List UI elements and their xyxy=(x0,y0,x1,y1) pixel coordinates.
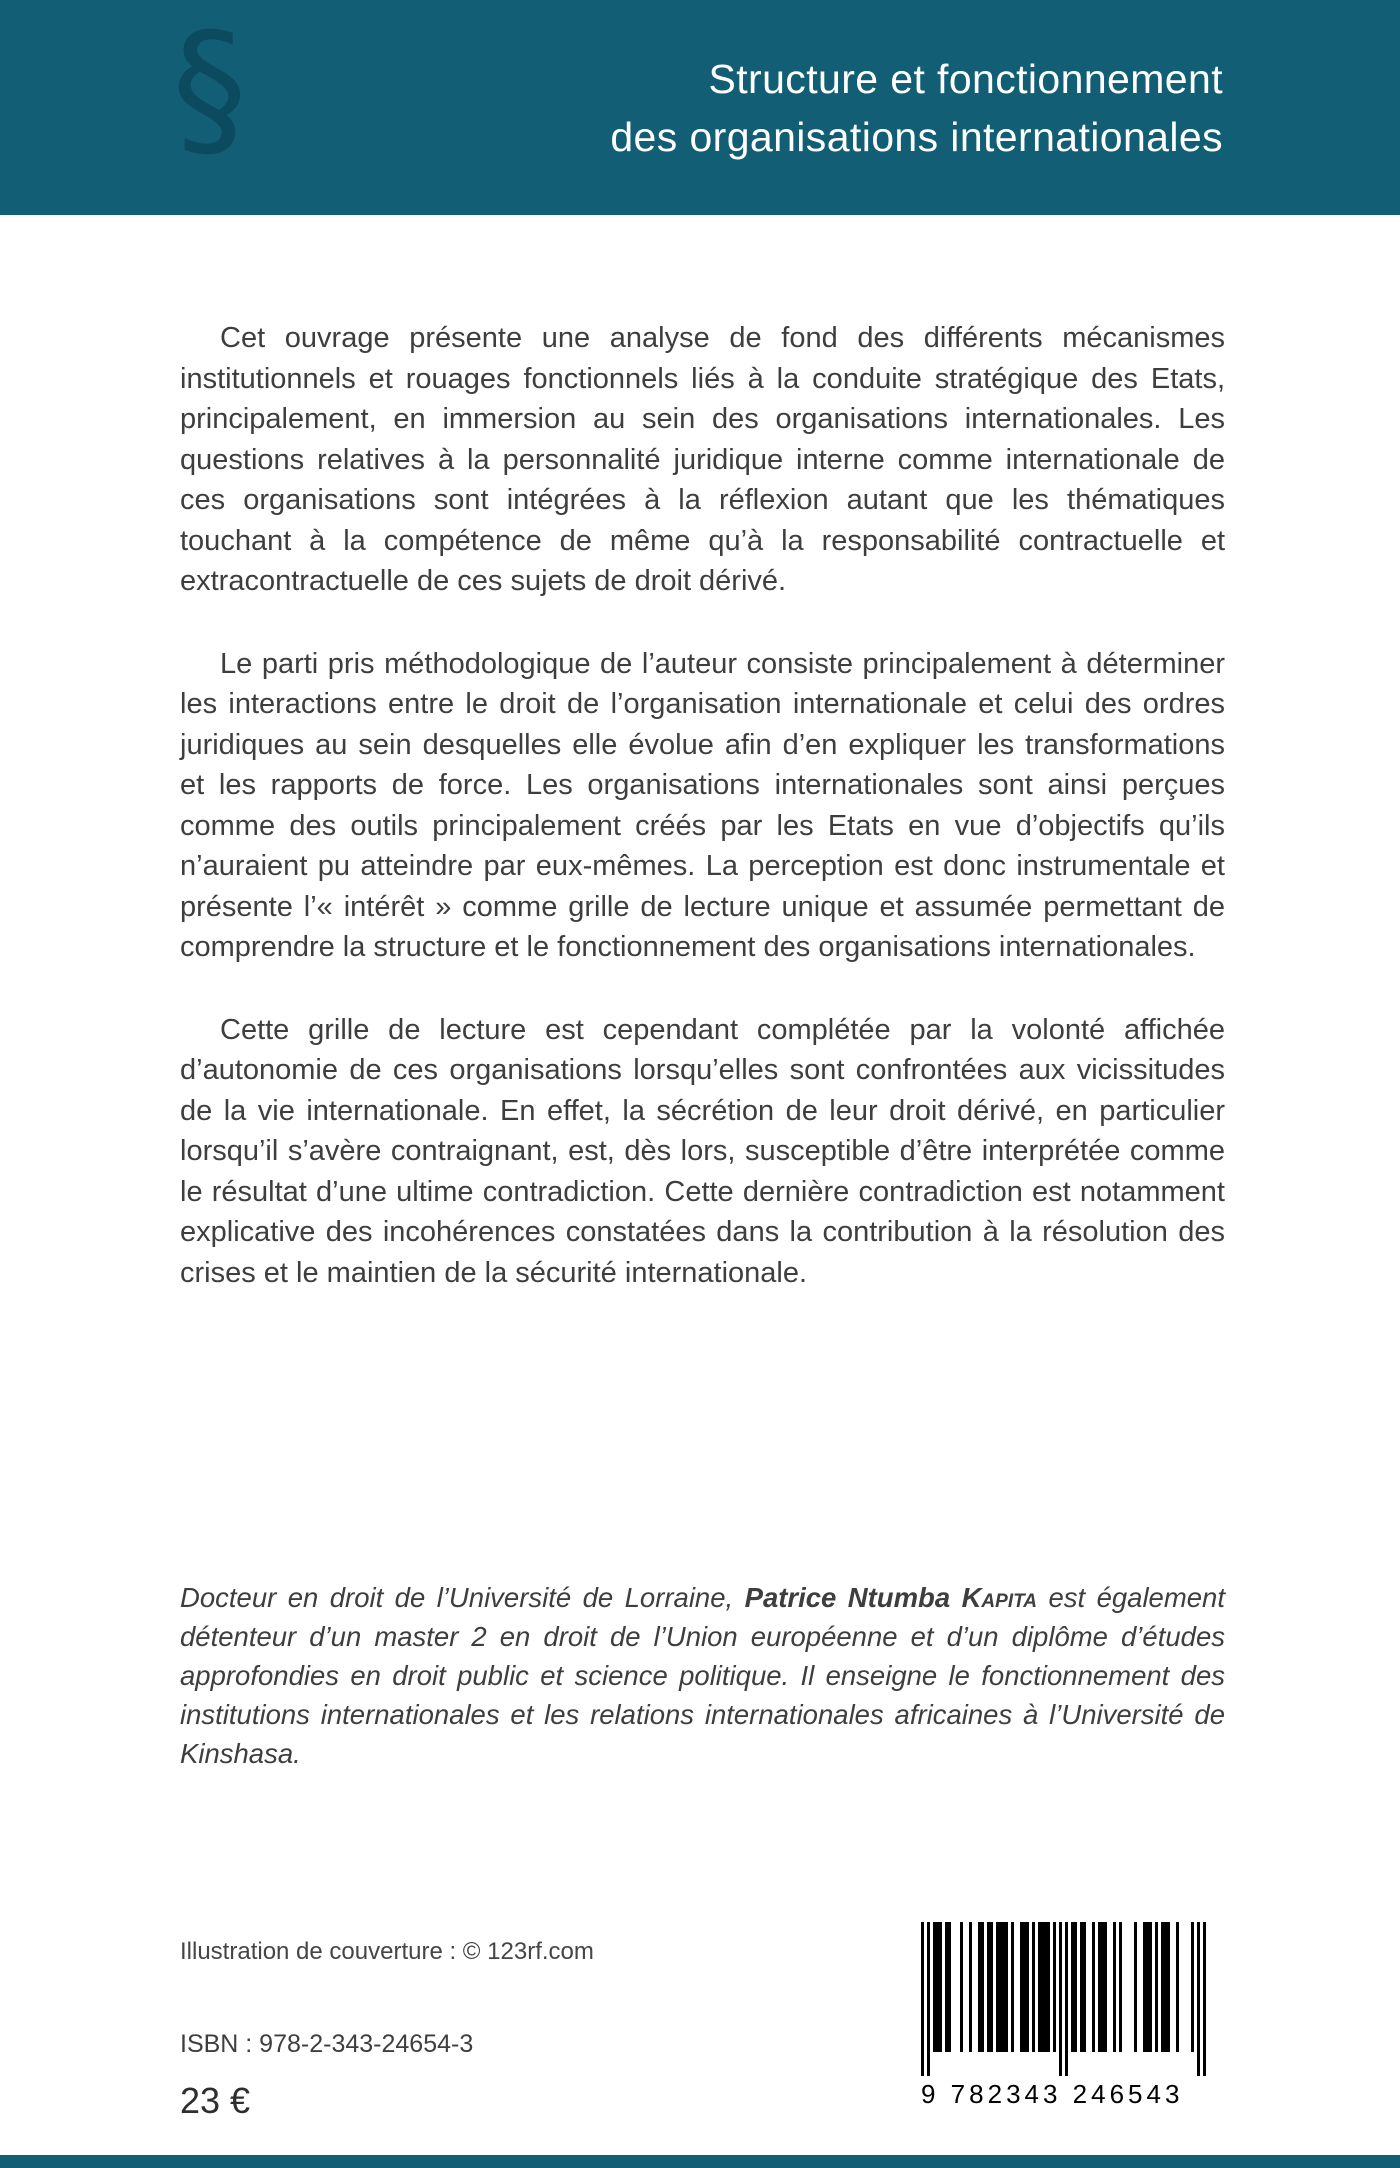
synopsis-paragraph-2: Le parti pris méthodologique de l’auteur consiste principalement à déterminer les interactions entre le droit de l’organisation internationale et celui des ordres juridiques au sein desquelles elle évolue afin d’en expliquer les transformations et les rapports de force. Les organisations internationales sont ainsi perçues comme des outils principalement créés par les Etats en vue d’objectifs qu’ils n’auraient pu atteindre par eux-mêmes. La perception est donc instrumentale et présente l’« intérêt » comme grille de lecture unique et assumée permettant de comprendre la structure et le fonctionnement des organisations internationales. xyxy=(180,647,1225,963)
synopsis xyxy=(180,318,1225,1335)
synopsis-paragraph-1: Cet ouvrage présente une analyse de fond des différents mécanismes institutionnels et rouages fonctionnels liés à la conduite stratégique des Etats, principalement, en immersion au sein des organisations internationales. Les questions relatives à la personnalité juridique interne comme internationale de ces organisations sont intégrées à la réflexion autant que les thématiques touchant à la compétence de même qu’à la responsabilité contractuelle et extracontractuelle de ces sujets de droit dérivé. xyxy=(180,322,1225,597)
synopsis-paragraph-3: Cette grille de lecture est cependant complétée par la volonté affichée d’autonomie de ces organisations lorsqu’elles sont confrontées aux vicissitudes de la vie internationale. En effet, la sécrétion de leur droit dérivé, en particulier lorsqu’il s’avère contraignant, est, dès lors, susceptible d’être interprétée comme le résultat d’une ultime contradiction. Cette dernière contradiction est notamment explicative des incohérences constatées dans la contribution à la résolution des crises et le maintien de la sécurité internationale. xyxy=(180,1013,1225,1289)
title-line-2: des organisations internationales xyxy=(610,114,1223,160)
author-surname: Kapita xyxy=(961,1582,1038,1613)
bottom-band xyxy=(0,2155,1400,2168)
barcode xyxy=(903,1912,1225,2120)
section-symbol: § xyxy=(172,2,247,176)
author-name: Patrice Ntumba xyxy=(744,1582,962,1613)
header-band xyxy=(0,0,1400,215)
barcode-number: 9 782343 246543 xyxy=(921,2079,1184,2109)
bio-lead: Docteur en droit de l’Université de Lorraine, xyxy=(180,1582,745,1613)
author-bio xyxy=(180,1578,1225,1773)
book-title xyxy=(610,50,1223,166)
bio-text: est également détenteur d’un master 2 en droit de l’Union européenne et d’un diplôme d’études approfondies en droit public et science politique. Il enseigne le fonctionnement des institutions internationales et les relations internationales africaines à l’Université de Kinshasa. xyxy=(180,1582,1225,1769)
illustration-credit: Illustration de couverture : © 123rf.com xyxy=(180,1938,594,1965)
title-line-1: Structure et fonctionnement xyxy=(708,56,1223,102)
price: 23 € xyxy=(180,2080,251,2121)
barcode-bars xyxy=(921,1922,1225,2076)
isbn: ISBN : 978-2-343-24654-3 xyxy=(180,2030,474,2058)
